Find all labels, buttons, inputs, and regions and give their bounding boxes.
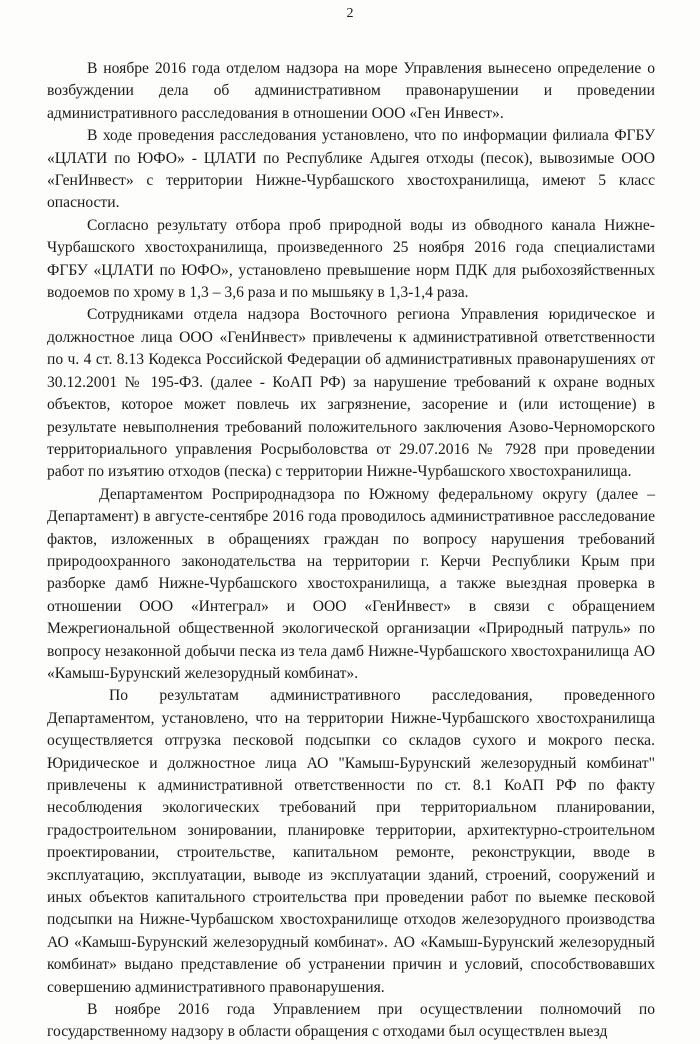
document-body	[47, 58, 655, 1044]
paragraph-4: Сотрудниками отдела надзора Восточного региона Управления юридическое и должностное лица ООО «ГенИнвест» привлечены к административной ответственности по ч. 4 ст. 8.13 Кодекса Российской Федерации об административных правонарушениях от 30.12.2001 № 195-ФЗ. (далее - КоАП РФ) за нарушение требований к охране водных объектов, которое может повлечь их загрязнение, засорение и (или истощение) в результате невыполнения требований положительного заключения Азово-Черноморского территориального управления Росрыболовства от 29.07.2016 № 7928 при проведении работ по изъятию отходов (песка) с территории Нижне-Чурбашского хвостохранилища.	[47, 306, 655, 481]
paragraph-5: Департаментом Росприроднадзора по Южному федеральному округу (далее – Департамент) в августе-сентябре 2016 года проводилось административное расследование фактов, изложенных в обращениях граждан по вопросу нарушения требований природоохранного законодательства на территории г. Керчи Республики Крым при разборке дамб Нижне-Чурбашского хвостохранилища, а также выездная проверка в отношении ООО «Интеграл» и ООО «ГенИнвест» в связи с обращением Межрегиональной общественной экологической организации «Природный патруль» по вопросу незаконной добычи песка из тела дамб Нижне-Чурбашского хвостохранилища АО «Камыш-Бурунский железорудный комбинат».	[47, 485, 655, 682]
paragraph-6: По результатам административного расследования, проведенного Департаментом, установлено, что на территории Нижне-Чурбашского хвостохранилища осуществляется отгрузка песковой подсыпки со складов сухого и мокрого песка. Юридическое и должностное лица АО "Камыш-Бурунский железорудный комбинат" привлечены к административной ответственности по ст. 8.1 КоАП РФ по факту несоблюдения экологических требований при территориальном планировании, градостроительном зонировании, планировке территории, архитектурно-строительном проектировании, строительстве, капитальном ремонте, реконструкции, вводе в эксплуатацию, эксплуатации, выводе из эксплуатации зданий, строений, сооружений и иных объектов капитального строительства при проведении работ по выемке песковой подсыпки на Нижне-Чурбашском хвостохранилище отходов железорудного производства АО «Камыш-Бурунский железорудный комбинат». АО «Камыш-Бурунский железорудный комбинат» выдано представление об устранении причин и условий, способствовавших совершению административного правонарушения.	[47, 687, 655, 996]
paragraph-7: В ноябре 2016 года Управлением при осуществлении полномочий по государственному надзору в области обращения с отходами был осуществлен выезд	[47, 1001, 655, 1041]
paragraph-3: Согласно результату отбора проб природной воды из обводного канала Нижне-Чурбашского хвостохранилища, произведенного 25 ноября 2016 года специалистами ФГБУ «ЦЛАТИ по ЮФО», установлено превышение норм ПДК для рыбохозяйственных водоемов по хрому в 1,3 – 3,6 раза и по мышьяку в 1,3-1,4 раза.	[47, 216, 655, 302]
paragraph-2: В ходе проведения расследования установлено, что по информации филиала ФГБУ «ЦЛАТИ по ЮФО» - ЦЛАТИ по Республике Адыгея отходы (песок), вывозимые ООО «ГенИнвест» с территории Нижне-Чурбашского хвостохранилища, имеют 5 класс опасности.	[47, 127, 655, 212]
paragraph-1: В ноябре 2016 года отделом надзора на море Управления вынесено определение о возбуждении дела об административном правонарушении и проведении административного расследования в отношении ООО «Ген Инвест».	[47, 60, 655, 122]
page-number: 2	[346, 6, 354, 21]
